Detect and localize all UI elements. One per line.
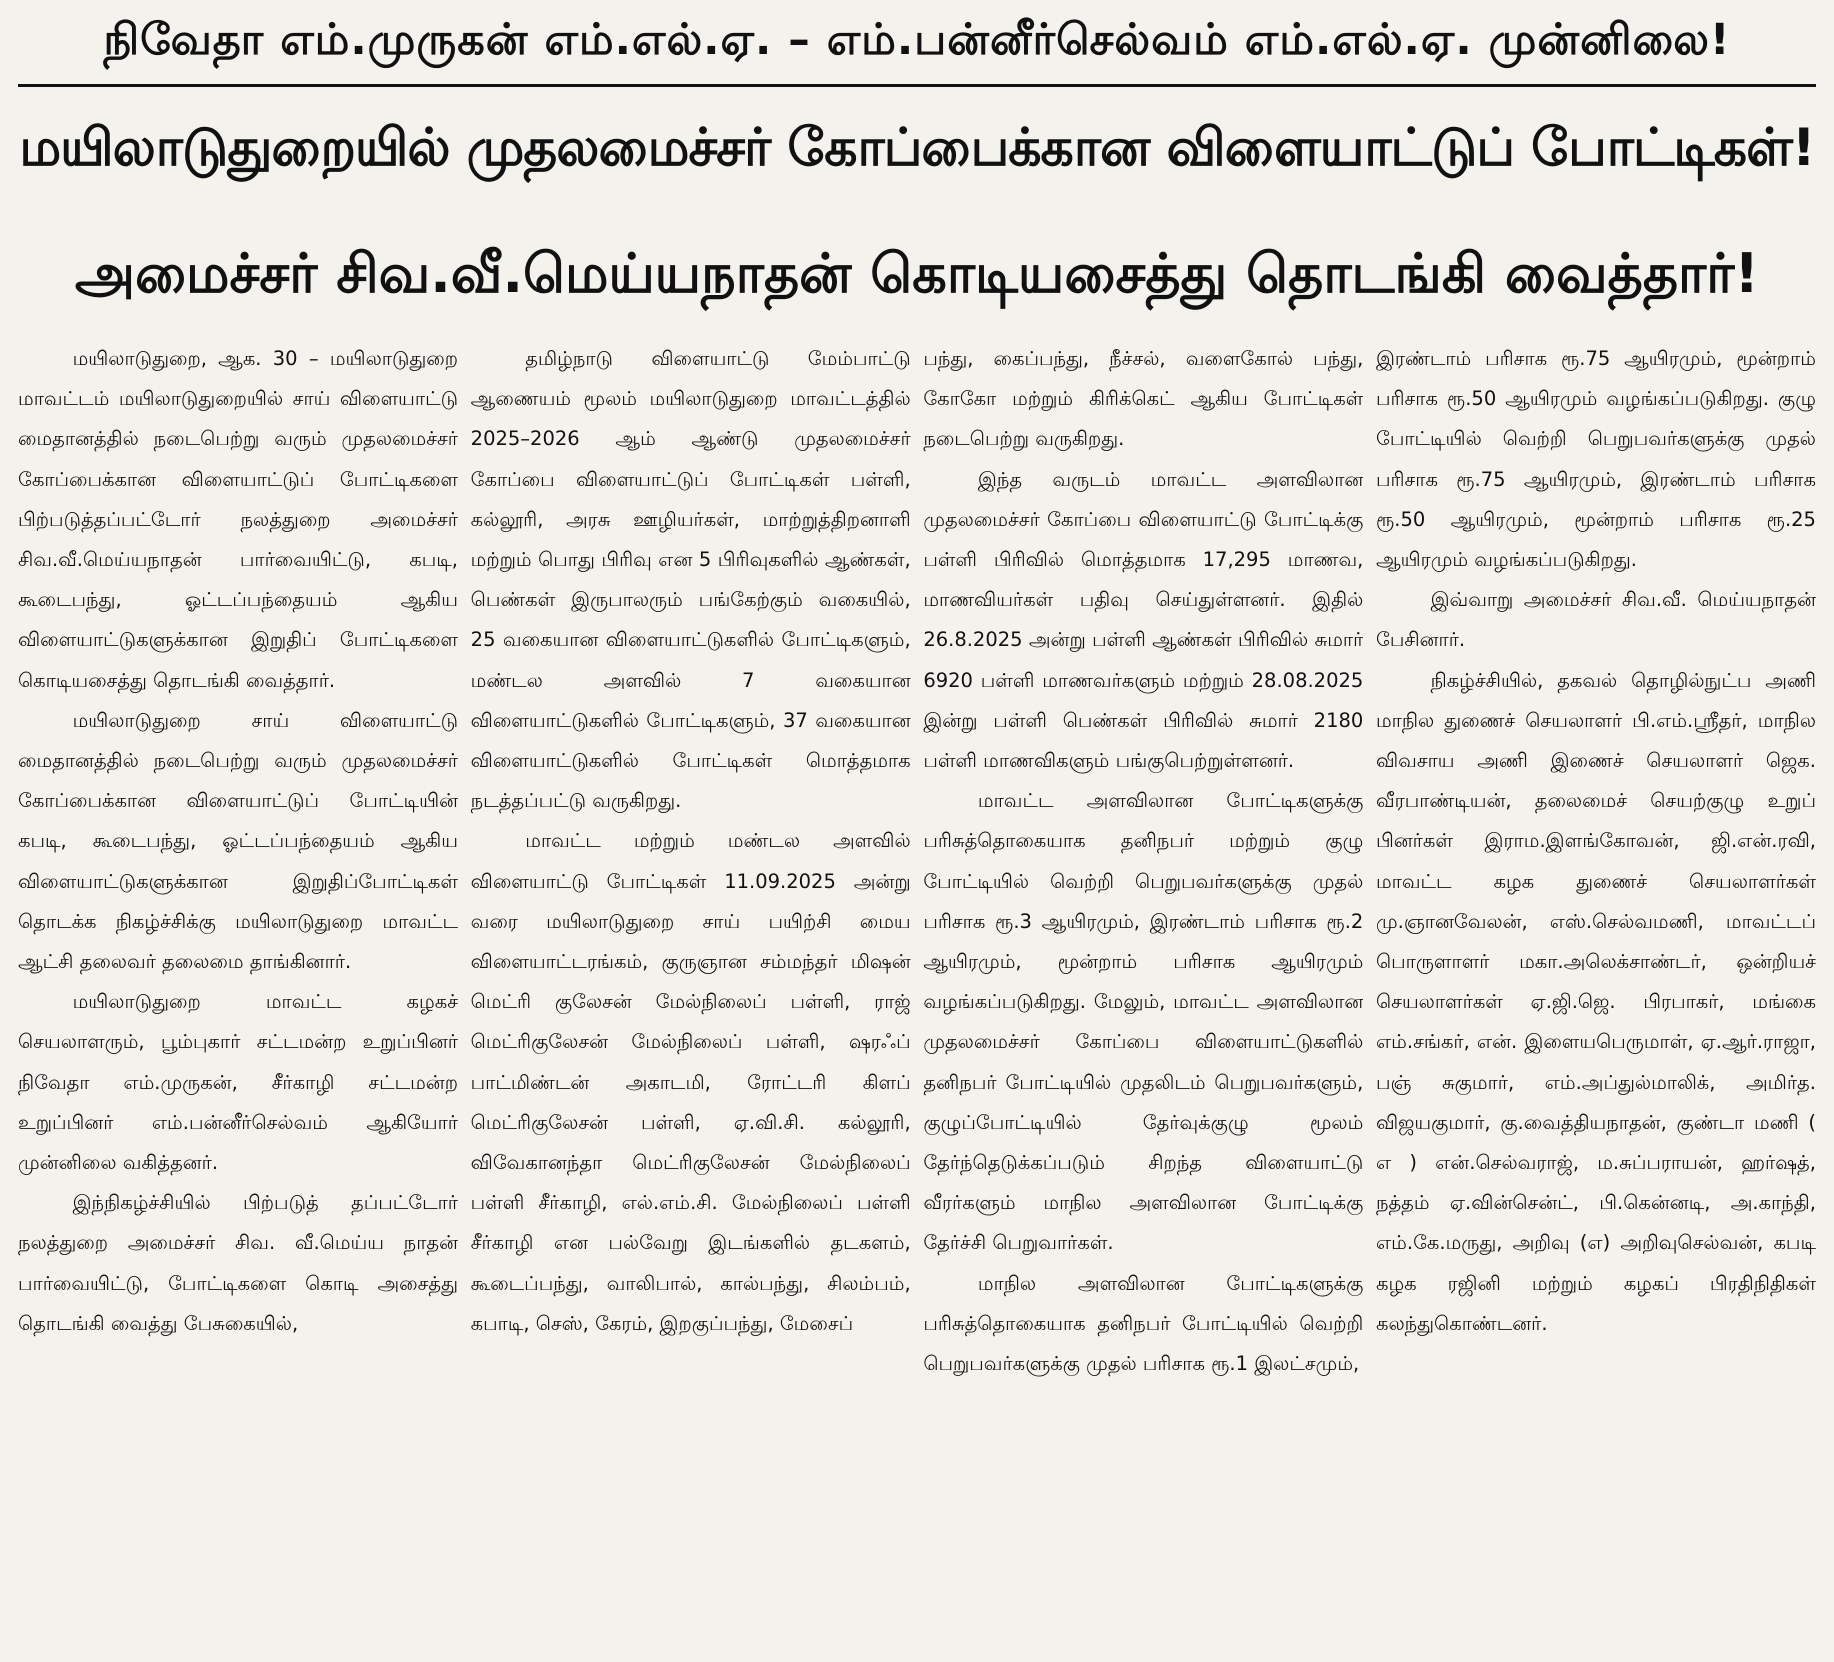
article-paragraph: மாவட்ட அளவிலான போட்டிகளுக்கு பரிசுத்தொகையாக தனிநபர் மற்றும் குழு போட்டியில் வெற்றி பெறுபவர்களுக்கு முதல் பரிசாக ரூ.3 ஆயிரமும், இரண்டாம் பரிசாக ரூ.2 ஆயிரமும், மூன்றாம் பரிசாக ஆயிரமும் வழங்கப்படுகிறது. மேலும், மாவட்ட அளவிலான முதலமைச்சர் கோப்பை விளையாட்டுகளில் தனிநபர் போட்டியில் முதலிடம் பெறுபவர்களும், குழுப்போட்டியில் தேர்வுக்குழு மூலம் தேர்ந்தெடுக்கப்படும் சிறந்த விளையாட்டு வீரர்களும் மாநில அளவிலான போட்டிக்கு தேர்ச்சி பெறுவார்கள். (923, 789, 1364, 1255)
kicker-headline: நிவேதா எம்.முருகன் எம்.எல்.ஏ. – எம்.பன்னீர்செல்வம் எம்.எல்.ஏ. முன்னிலை! (103, 14, 1731, 65)
article-paragraph: மயிலாடுதுறை சாய் விளையாட்டு மைதானத்தில் நடைபெற்று வரும் முதலமைச்சர் கோப்பைக்கான விளையாட்டுப் போட்டியின் கபடி, கூடைபந்து, ஓட்டப்பந்தையம் ஆகிய விளையாட்டுகளுக்கான இறுதிப்போட்டிகள் தொடக்க நிகழ்ச்சிக்கு மயிலாடுதுறை மாவட்ட ஆட்சி தலைவர் தலைமை தாங்கினார். (18, 708, 458, 974)
article-body (14, 339, 1820, 1639)
article-paragraph: பந்து, கைப்பந்து, நீச்சல், வளைகோல் பந்து, கோகோ மற்றும் கிரிக்கெட் ஆகிய போட்டிகள் நடைபெற்று வருகிறது. (923, 347, 1364, 451)
article-paragraph: நிகழ்ச்சியில், தகவல் தொழில்நுட்ப அணி மாநில துணைச் செயலாளர் பி.எம்.ஸ்ரீதர், மாநில விவசாய அணி இணைச் செயலாளர் ஜெக. வீரபாண்டியன், தலைமைச் செயற்குழு உறுப் பினர்கள் இராம.இளங்கோவன், ஜி.என்.ரவி, மாவட்ட கழக துணைச் செயலாளர்கள் மு.ஞானவேலன், எஸ்.செல்வமணி, மாவட்டப் பொருளாளர் மகா.அலெக்சாண்டர், ஒன்றியச் செயலாளர்கள் ஏ.ஜி.ஜெ. பிரபாகர், மங்கை எம்.சங்கர், என். இளையபெருமாள், ஏ.ஆர்.ராஜா, பஞ் சுகுமார், எம்.அப்துல்மாலிக், அமிர்த. விஜயகுமார், கு.வைத்தியநாதன், குண்டா மணி ( எ ) என்.செல்வராஜ், ம.சுப்பராயன், ஹர்ஷத், நத்தம் ஏ.வின்சென்ட், பி.கென்னடி, அ.காந்தி, எம்.கே.மருது, அறிவு (எ) அறிவுசெல்வன், கபடி கழக ரஜினி மற்றும் கழகப் பிரதிநிதிகள் கலந்துகொண்டனர். (1375, 668, 1816, 1335)
sub-headline: அமைச்சர் சிவ.வீ.மெய்யநாதன் கொடியசைத்து தொடங்கி வைத்தார்! (74, 241, 1760, 305)
main-headline: மயிலாடுதுறையில் முதலமைச்சர் கோப்பைக்கான விளையாட்டுப் போட்டிகள்! (19, 117, 1815, 178)
article-paragraph: மாநில அளவிலான போட்டிகளுக்கு பரிசுத்தொகையாக தனிநபர் போட்டியில் வெற்றி பெறுபவர்களுக்கு முதல் பரிசாக ரூ.1 இலட்சமும், (923, 1271, 1364, 1376)
article-paragraph: மயிலாடுதுறை, ஆக. 30 – மயிலாடுதுறை மாவட்டம் மயிலாடுதுறையில் சாய் விளையாட்டு மைதானத்தில் நடைபெற்று வரும் முதலமைச்சர் கோப்பைக்கான விளையாட்டுப் போட்டிகளை பிற்படுத்தப்பட்டோர் நலத்துறை அமைச்சர் சிவ.வீ.மெய்யநாதன் பார்வையிட்டு, கபடி, கூடைபந்து, ஓட்டப்பந்தையம் ஆகிய விளையாட்டுகளுக்கான இறுதிப் போட்டிகளை கொடியசைத்து தொடங்கி வைத்தார். (18, 347, 458, 692)
article-paragraph: தமிழ்நாடு விளையாட்டு மேம்பாட்டு ஆணையம் மூலம் மயிலாடுதுறை மாவட்டத்தில் 2025–2026 ஆம் ஆண்டு முதலமைச்சர் கோப்பை விளையாட்டுப் போட்டிகள் பள்ளி, கல்லூரி, அரசு ஊழியர்கள், மாற்றுத்திறனாளி மற்றும் பொது பிரிவு என 5 பிரிவுகளில் ஆண்கள், பெண்கள் இருபாலரும் பங்கேற்கும் வகையில், 25 வகையான விளையாட்டுகளில் போட்டிகளும், மண்டல அளவில் 7 வகையான விளையாட்டுகளில் போட்டிகளும், 37 வகையான விளையாட்டுகளில் போட்டிகள் மொத்தமாக நடத்தப்பட்டு வருகிறது. (470, 347, 911, 813)
article-paragraph: இந்த வருடம் மாவட்ட அளவிலான முதலமைச்சர் கோப்பை விளையாட்டு போட்டிக்கு பள்ளி பிரிவில் மொத்தமாக 17,295 மாணவ, மாணவியர்கள் பதிவு செய்துள்ளனர். இதில் 26.8.2025 அன்று பள்ளி ஆண்கள் பிரிவில் சுமார் 6920 பள்ளி மாணவர்களும் மற்றும் 28.08.2025 இன்று பள்ளி பெண்கள் பிரிவில் சுமார் 2180 பள்ளி மாணவிகளும் பங்குபெற்றுள்ளனர். (923, 467, 1364, 773)
article-paragraph: இரண்டாம் பரிசாக ரூ.75 ஆயிரமும், மூன்றாம் பரிசாக ரூ.50 ஆயிரமும் வழங்கப்படுகிறது. குழு போட்டியில் வெற்றி பெறுபவர்களுக்கு முதல் பரிசாக ரூ.75 ஆயிரமும், இரண்டாம் பரிசாக ரூ.50 ஆயிரமும், மூன்றாம் பரிசாக ரூ.25 ஆயிரமும் வழங்கப்படுகிறது. (1375, 347, 1816, 572)
article-column-4 (1376, 339, 1816, 1639)
article-column-1 (18, 339, 458, 1639)
article-paragraph: இவ்வாறு அமைச்சர் சிவ.வீ. மெய்யநாதன் பேசினார். (1375, 588, 1816, 652)
article-paragraph: இந்நிகழ்ச்சியில் பிற்படுத் தப்பட்டோர் நலத்துறை அமைச்சர் சிவ. வீ.மெய்ய நாதன் பார்வையிட்டு, போட்டிகளை கொடி அசைத்து தொடங்கி வைத்து பேசுகையில், (18, 1191, 458, 1335)
article-column-3 (923, 339, 1363, 1639)
article-column-2 (471, 339, 911, 1639)
article-paragraph: மாவட்ட மற்றும் மண்டல அளவில் விளையாட்டு போட்டிகள் 11.09.2025 அன்று வரை மயிலாடுதுறை சாய் பயிற்சி மைய விளையாட்டரங்கம், குருஞான சம்மந்தர் மிஷன் மெட்ரி குலேசன் மேல்நிலைப் பள்ளி, ராஜ் மெட்ரிகுலேசன் மேல்நிலைப் பள்ளி, ஷரஃப் பாட்மிண்டன் அகாடமி, ரோட்டரி கிளப் மெட்ரிகுலேசன் பள்ளி, ஏ.வி.சி. கல்லூரி, விவேகானந்தா மெட்ரிகுலேசன் மேல்நிலைப் பள்ளி சீர்காழி, எல்.எம்.சி. மேல்நிலைப் பள்ளி சீர்காழி என பல்வேறு இடங்களில் தடகளம், கூடைப்பந்து, வாலிபால், கால்பந்து, சிலம்பம், கபாடி, செஸ், கேரம், இறகுப்பந்து, மேசைப் (470, 829, 911, 1335)
article-paragraph: மயிலாடுதுறை மாவட்ட கழகச் செயலாளரும், பூம்புகார் சட்டமன்ற உறுப்பினர் நிவேதா எம்.முருகன், சீர்காழி சட்டமன்ற உறுப்பினர் எம்.பன்னீர்செல்வம் ஆகியோர் முன்னிலை வகித்தனர். (18, 990, 458, 1175)
